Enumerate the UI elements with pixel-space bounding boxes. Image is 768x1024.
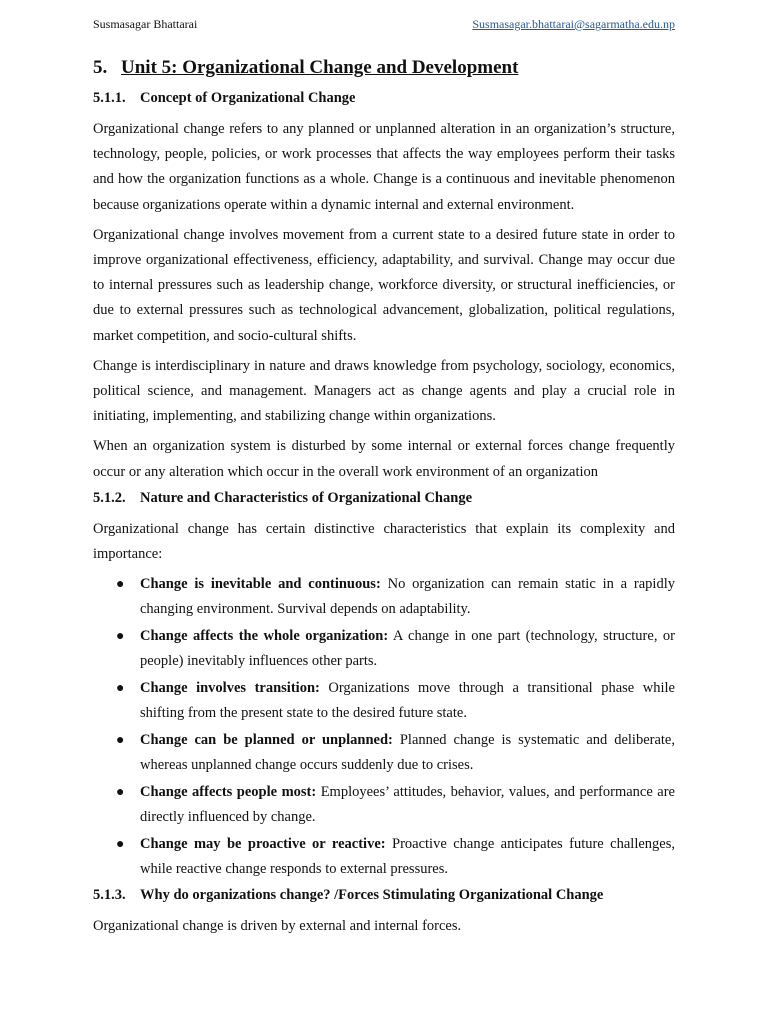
list-item-text: No organization can remain static in a rapidly changing environment. Survival depends on adaptability. — [140, 576, 675, 618]
section-number: 5.1.3. — [93, 887, 126, 904]
list-item — [116, 832, 675, 882]
list-item-text: Organizations move through a transitional phase while shifting from the present state to the desired future state. — [140, 680, 675, 722]
paragraph: Organizational change involves movement from a current state to a desired future state in order to improve organizational effectiveness, efficiency, adaptability, and survival. Change may occur due to internal pressures such as leadership change, workforce diversity, or structural inefficiencies, or due to external pressures such as technological advancement, globalization, political regulations, market competition, and socio-cultural shifts. — [93, 226, 675, 344]
list-item-text: Planned change is systematic and deliberate, whereas unplanned change occurs suddenly due to crises. — [140, 731, 675, 774]
unit-heading — [93, 57, 675, 85]
section-heading-forces — [93, 887, 675, 907]
header-email-link[interactable]: Susmasagar.bhattarai@sagarmatha.edu.np — [472, 17, 675, 31]
list-item — [116, 780, 675, 830]
unit-heading-number: 5. — [93, 57, 108, 78]
list-item-term: Change involves transition: — [140, 680, 320, 697]
bullet-icon: ● — [116, 681, 125, 697]
list-item — [116, 728, 675, 778]
section-number: 5.1.1. — [93, 90, 126, 106]
list-item-term: Change can be planned or unplanned: — [140, 731, 393, 748]
list-item — [116, 676, 675, 726]
bullet-icon: ● — [116, 577, 125, 593]
bullet-icon: ● — [116, 836, 125, 852]
section-title: Nature and Characteristics of Organizational Change — [140, 489, 472, 506]
list-item — [116, 624, 675, 674]
document-body — [93, 57, 675, 944]
page-header — [93, 17, 675, 33]
list-item-text: A change in one part (technology, structure, or people) inevitably influences other parts. — [140, 628, 675, 670]
list-item-term: Change is inevitable and continuous: — [140, 576, 381, 593]
paragraph: When an organization system is disturbed by some internal or external forces change frequently occur or any alteration which occur in the overall work environment of an organization — [93, 438, 675, 480]
paragraph: Organizational change has certain distinctive characteristics that explain its complexity and importance: — [93, 520, 675, 563]
list-item-term: Change affects people most: — [140, 783, 317, 800]
list-item-text: Employees’ attitudes, behavior, values, and performance are directly influenced by change. — [140, 783, 675, 826]
list-item-term: Change may be proactive or reactive: — [140, 835, 386, 852]
bullet-icon: ● — [116, 784, 125, 800]
bullet-icon: ● — [116, 732, 125, 748]
header-author: Susmasagar Bhattarai — [93, 17, 198, 31]
section-heading-nature — [93, 490, 675, 510]
paragraph: Organizational change refers to any planned or unplanned alteration in an organization’s structure, technology, people, policies, or work processes that affects the way employees perform their tasks and how the organization functions as a whole. Change is a continuous and inevitable phenomenon because organizations operate within a dynamic internal and external environment. — [93, 121, 675, 213]
section-number: 5.1.2. — [93, 489, 126, 506]
section-title: Why do organizations change? /Forces Stimulating Organizational Change — [140, 887, 604, 904]
paragraph: Change is interdisciplinary in nature and draws knowledge from psychology, sociology, economics, political science, and management. Managers act as change agents and play a crucial role in initiating, implementing, and stabilizing change within organizations. — [93, 357, 675, 425]
list-item — [116, 572, 675, 622]
list-item-text: Proactive change anticipates future challenges, while reactive change responds to external pressures. — [140, 835, 675, 877]
section-heading-concept — [93, 90, 675, 110]
characteristics-list — [93, 572, 675, 882]
bullet-icon: ● — [116, 629, 125, 645]
unit-heading-title: Unit 5: Organizational Change and Development — [121, 57, 519, 78]
list-item-term: Change affects the whole organization: — [140, 628, 389, 645]
paragraph: Organizational change is driven by external and internal forces. — [93, 918, 462, 935]
section-title: Concept of Organizational Change — [140, 90, 356, 106]
